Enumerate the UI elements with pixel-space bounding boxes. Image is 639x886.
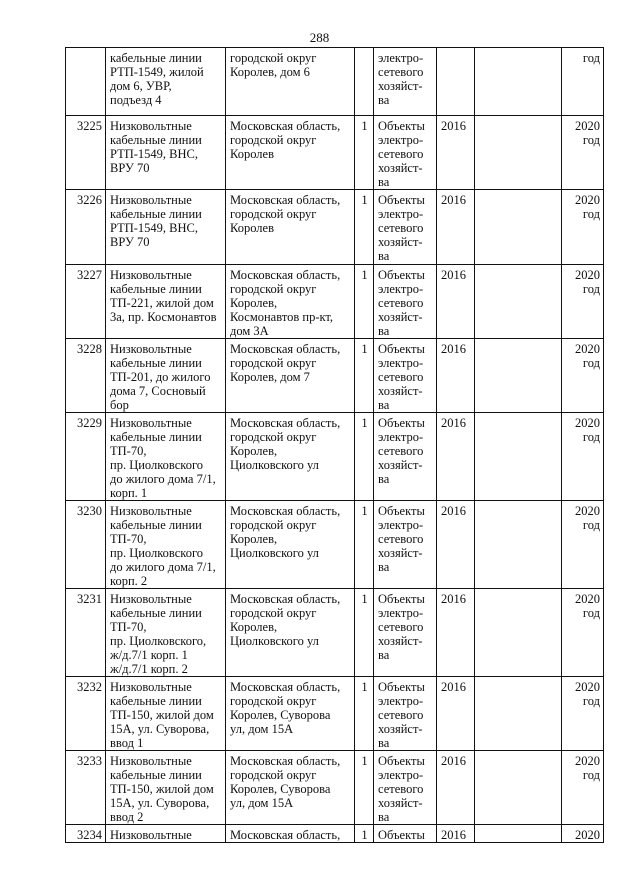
deadline-year: 2020 год — [562, 265, 604, 339]
object-name: Низковольтные кабельные линии РТП-1549, ВНС, ВРУ 70 — [106, 116, 226, 190]
table-row — [66, 48, 604, 116]
commission-year: 2016 — [437, 265, 475, 339]
empty-cell — [475, 751, 562, 825]
object-category: Объекты электро- сетевого хозяйст- ва — [374, 265, 437, 339]
table-row — [66, 265, 604, 339]
deadline-year: 2020 год — [562, 116, 604, 190]
object-name: Низковольтные кабельные линии ТП-70, пр. Циолковского до жилого дома 7/1, корп. 2 — [106, 501, 226, 589]
object-name: Низковольтные — [106, 825, 226, 843]
object-category: Объекты — [374, 825, 437, 843]
table-row — [66, 413, 604, 501]
empty-cell — [475, 825, 562, 843]
object-quantity: 1 — [355, 265, 374, 339]
row-number: 3233 — [66, 751, 106, 825]
row-number: 3227 — [66, 265, 106, 339]
object-address: Московская область, городской округ Королев — [226, 116, 355, 190]
object-name: Низковольтные кабельные линии ТП-150, жилой дом 15А, ул. Суворова, ввод 2 — [106, 751, 226, 825]
object-category: Объекты электро- сетевого хозяйст- ва — [374, 190, 437, 265]
object-category: Объекты электро- сетевого хозяйст- ва — [374, 589, 437, 677]
object-name: Низковольтные кабельные линии ТП-201, до жилого дома 7, Сосновый бор — [106, 339, 226, 413]
table-row — [66, 116, 604, 190]
empty-cell — [475, 265, 562, 339]
page-number: 288 — [309, 30, 330, 45]
object-quantity — [355, 48, 374, 116]
empty-cell — [475, 413, 562, 501]
table-row — [66, 190, 604, 265]
object-address: Московская область, — [226, 825, 355, 843]
deadline-year: год — [562, 48, 604, 116]
row-number: 3231 — [66, 589, 106, 677]
object-quantity: 1 — [355, 677, 374, 751]
row-number: 3232 — [66, 677, 106, 751]
deadline-year: 2020 год — [562, 413, 604, 501]
object-name: Низковольтные кабельные линии ТП-221, жилой дом 3а, пр. Космонавтов — [106, 265, 226, 339]
table-row — [66, 825, 604, 843]
deadline-year: 2020 год — [562, 589, 604, 677]
commission-year: 2016 — [437, 677, 475, 751]
object-quantity: 1 — [355, 751, 374, 825]
object-address: городской округ Королев, дом 6 — [226, 48, 355, 116]
commission-year: 2016 — [437, 190, 475, 265]
object-quantity: 1 — [355, 501, 374, 589]
empty-cell — [475, 339, 562, 413]
object-name: кабельные линии РТП-1549, жилой дом 6, УВР, подъезд 4 — [106, 48, 226, 116]
object-category: Объекты электро- сетевого хозяйст- ва — [374, 413, 437, 501]
object-name: Низковольтные кабельные линии ТП-70, пр. Циолковского до жилого дома 7/1, корп. 1 — [106, 413, 226, 501]
empty-cell — [475, 48, 562, 116]
deadline-year: 2020 год — [562, 190, 604, 265]
object-category: электро- сетевого хозяйст- ва — [374, 48, 437, 116]
commission-year: 2016 — [437, 501, 475, 589]
row-number: 3226 — [66, 190, 106, 265]
object-category: Объекты электро- сетевого хозяйст- ва — [374, 339, 437, 413]
row-number — [66, 48, 106, 116]
object-quantity: 1 — [355, 589, 374, 677]
object-address: Московская область, городской округ Королев, Суворова ул, дом 15А — [226, 677, 355, 751]
object-address: Московская область, городской округ Королев, Суворова ул, дом 15А — [226, 751, 355, 825]
commission-year: 2016 — [437, 339, 475, 413]
table-row — [66, 501, 604, 589]
empty-cell — [475, 589, 562, 677]
object-quantity: 1 — [355, 413, 374, 501]
row-number: 3228 — [66, 339, 106, 413]
commission-year: 2016 — [437, 589, 475, 677]
object-address: Московская область, городской округ Королев, Космонавтов пр-кт, дом 3А — [226, 265, 355, 339]
object-category: Объекты электро- сетевого хозяйст- ва — [374, 751, 437, 825]
object-name: Низковольтные кабельные линии РТП-1549, ВНС, ВРУ 70 — [106, 190, 226, 265]
empty-cell — [475, 190, 562, 265]
commission-year: 2016 — [437, 116, 475, 190]
object-address: Московская область, городской округ Королев, дом 7 — [226, 339, 355, 413]
row-number: 3230 — [66, 501, 106, 589]
table-row — [66, 339, 604, 413]
object-address: Московская область, городской округ Королев, Циолковского ул — [226, 589, 355, 677]
deadline-year: 2020 год — [562, 751, 604, 825]
empty-cell — [475, 116, 562, 190]
object-name: Низковольтные кабельные линии ТП-150, жилой дом 15А, ул. Суворова, ввод 1 — [106, 677, 226, 751]
row-number: 3225 — [66, 116, 106, 190]
property-registry-table — [65, 47, 604, 843]
table-row — [66, 751, 604, 825]
deadline-year: 2020 год — [562, 339, 604, 413]
deadline-year: 2020 год — [562, 501, 604, 589]
commission-year: 2016 — [437, 825, 475, 843]
row-number: 3229 — [66, 413, 106, 501]
object-quantity: 1 — [355, 116, 374, 190]
table-row — [66, 589, 604, 677]
commission-year: 2016 — [437, 413, 475, 501]
object-address: Московская область, городской округ Королев, Циолковского ул — [226, 413, 355, 501]
commission-year: 2016 — [437, 751, 475, 825]
commission-year — [437, 48, 475, 116]
object-address: Московская область, городской округ Королев, Циолковского ул — [226, 501, 355, 589]
object-address: Московская область, городской округ Королев — [226, 190, 355, 265]
object-quantity: 1 — [355, 339, 374, 413]
object-category: Объекты электро- сетевого хозяйст- ва — [374, 677, 437, 751]
empty-cell — [475, 501, 562, 589]
object-quantity: 1 — [355, 190, 374, 265]
object-quantity: 1 — [355, 825, 374, 843]
object-category: Объекты электро- сетевого хозяйст- ва — [374, 116, 437, 190]
row-number: 3234 — [66, 825, 106, 843]
object-name: Низковольтные кабельные линии ТП-70, пр. Циолковского, ж/д.7/1 корп. 1 ж/д.7/1 корп. 2 — [106, 589, 226, 677]
object-category: Объекты электро- сетевого хозяйст- ва — [374, 501, 437, 589]
deadline-year: 2020 год — [562, 677, 604, 751]
table-row — [66, 677, 604, 751]
empty-cell — [475, 677, 562, 751]
deadline-year: 2020 — [562, 825, 604, 843]
